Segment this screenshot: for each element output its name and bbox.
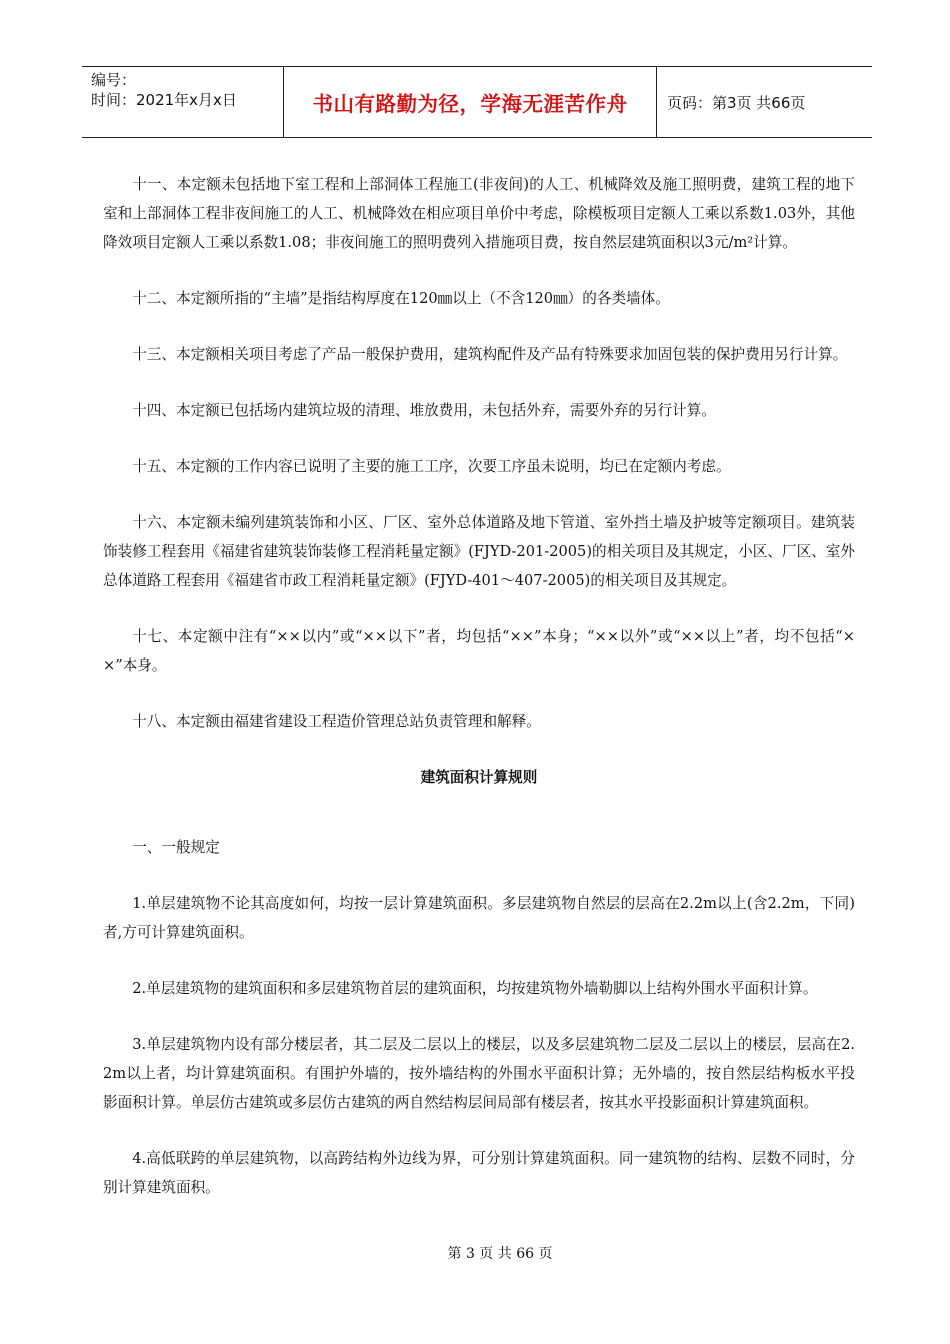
header-meta bbox=[82, 67, 284, 137]
document-body bbox=[103, 170, 855, 1229]
subsection-general-rules: 一、一般规定 bbox=[132, 839, 220, 856]
rule-4: 4.高低联跨的单层建筑物，以高跨结构外边线为界，可分别计算建筑面积。同一建筑物的结构、层数不同时，分别计算建筑面积。 bbox=[103, 1150, 855, 1196]
page-header bbox=[82, 66, 872, 138]
paragraph-16: 十六、本定额未编列建筑装饰和小区、厂区、室外总体道路及地下管道、室外挡土墙及护坡等定额项目。建筑装饰装修工程套用《福建省建筑装饰装修工程消耗量定额》(FJYD-201-2005)的相关项目及其规定，小区、厂区、室外总体道路工程套用《福建省市政工程消耗量定额》(FJYD-401～407-2005)的相关项目及其规定。 bbox=[103, 514, 855, 589]
rule-1: 1.单层建筑物不论其高度如何，均按一层计算建筑面积。多层建筑物自然层的层高在2.2m以上(含2.2m，下同)者,方可计算建筑面积。 bbox=[103, 895, 855, 941]
paragraph-14: 十四、本定额已包括场内建筑垃圾的清理、堆放费用，未包括外弃，需要外弃的另行计算。 bbox=[132, 402, 716, 419]
paragraph-12: 十二、本定额所指的“主墙”是指结构厚度在120㎜以上（不含120㎜）的各类墙体。 bbox=[132, 290, 670, 307]
rule-2: 2.单层建筑物的建筑面积和多层建筑物首层的建筑面积，均按建筑物外墙勒脚以上结构外围水平面积计算。 bbox=[132, 980, 818, 997]
paragraph-11: 十一、本定额未包括地下室工程和上部洞体工程施工(非夜间)的人工、机械降效及施工照明费，建筑工程的地下室和上部洞体工程非夜间施工的人工、机械降效在相应项目单价中考虑，除模板项目定额人工乘以系数1.03外，其他降效项目定额人工乘以系数1.08；非夜间施工的照明费列入措施项目费，按自然层建筑面积以3元/m²计算。 bbox=[103, 176, 855, 251]
rule-3: 3.单层建筑物内设有部分楼层者，其二层及二层以上的楼层，以及多层建筑物二层及二层以上的楼层，层高在2.2m以上者，均计算建筑面积。有围护外墙的，按外墙结构的外围水平面积计算；无外墙的，按自然层结构板水平投影面积计算。单层仿古建筑或多层仿古建筑的两自然结构层间局部有楼层者，按其水平投影面积计算建筑面积。 bbox=[103, 1036, 855, 1111]
paragraph-13: 十三、本定额相关项目考虑了产品一般保护费用，建筑构配件及产品有特殊要求加固包装的保护费用另行计算。 bbox=[132, 346, 848, 363]
document-time-label: 时间：2021年x月x日 bbox=[91, 91, 237, 109]
paragraph-18: 十八、本定额由福建省建设工程造价管理总站负责管理和解释。 bbox=[132, 713, 541, 730]
paragraph-17: 十七、本定额中注有“××以内”或“××以下”者，均包括“××”本身；“××以外”或“××以上”者，均不包括“××”本身。 bbox=[103, 628, 855, 674]
page-footer: 第 3 页 共 66 页 bbox=[447, 1246, 553, 1262]
document-number-label: 编号： bbox=[91, 71, 137, 89]
paragraph-15: 十五、本定额的工作内容已说明了主要的施工工序，次要工序虽未说明，均已在定额内考虑。 bbox=[132, 458, 731, 475]
header-page-info: 页码：第3页 共66页 bbox=[667, 93, 806, 112]
header-motto: 书山有路勤为径，学海无涯苦作舟 bbox=[284, 67, 657, 137]
section-title: 建筑面积计算规则 bbox=[420, 769, 538, 786]
